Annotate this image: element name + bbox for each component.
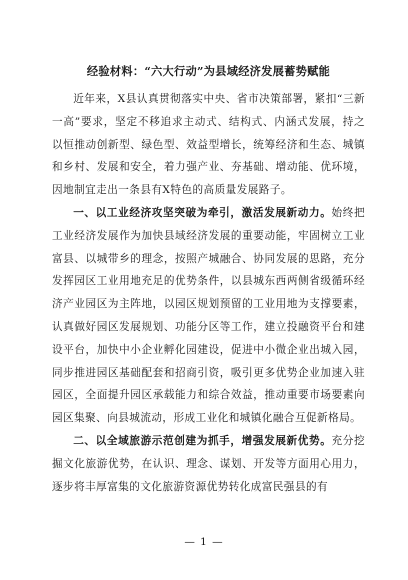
- paragraph-body: 近年来，X县认真贯彻落实中央、省市决策部署，紧扣“三新一高”要求，坚定不移追求主动式、结构式、内涵式发展，持之以恒推动创新型、绿色型、效益型增长，统筹经济和生态、城镇和乡村、发展和安全，着力强产业、夯基础、增动能、优环境，因地制宜走出一条县有X特色的高质量发展路子。: [52, 93, 365, 197]
- section-two-paragraph: [52, 430, 365, 498]
- section-one-paragraph: [52, 202, 365, 430]
- paragraph-body: 充分挖掘文化旅游优势，在认识、理念、谋划、开发等方面用心用力，逐步将丰厚富集的文化旅游资源优势转化成富民强县的有: [52, 434, 365, 493]
- document-page: [52, 64, 365, 498]
- intro-paragraph: [52, 88, 365, 202]
- section-two-heading: 二、以全域旅游示范创建为抓手，增强发展新优势。: [73, 434, 332, 447]
- page-number: — 1 —: [184, 536, 224, 548]
- document-title: 经验材料：“六大行动”为县域经济发展蓄势赋能: [86, 64, 331, 78]
- paragraph-body: 始终把工业经济发展作为加快县域经济发展的重要动能，牢固树立工业富县、以城带乡的理念，按照产城融合、协同发展的思路，充分发挥园区工业用地充足的优势条件，以县城东西两侧省级循环经济产业园区为主阵地，以园区规划预留的工业用地为支撑要素，认真做好园区发展规划、功能分区等工作，建立投融资平台和建设平台，加快中小企业孵化园建设，促进中小微企业出城入园，同步推进园区基础配套和招商引资，吸引更多优势企业加速入驻园区，全面提升园区承载能力和综合效益，推动重要市场要素向园区集聚、向县城流动，形成工业化和城镇化融合互促新格局。: [52, 206, 365, 425]
- section-one-heading: 一、以工业经济攻坚突破为牵引，激活发展新动力。: [73, 206, 332, 219]
